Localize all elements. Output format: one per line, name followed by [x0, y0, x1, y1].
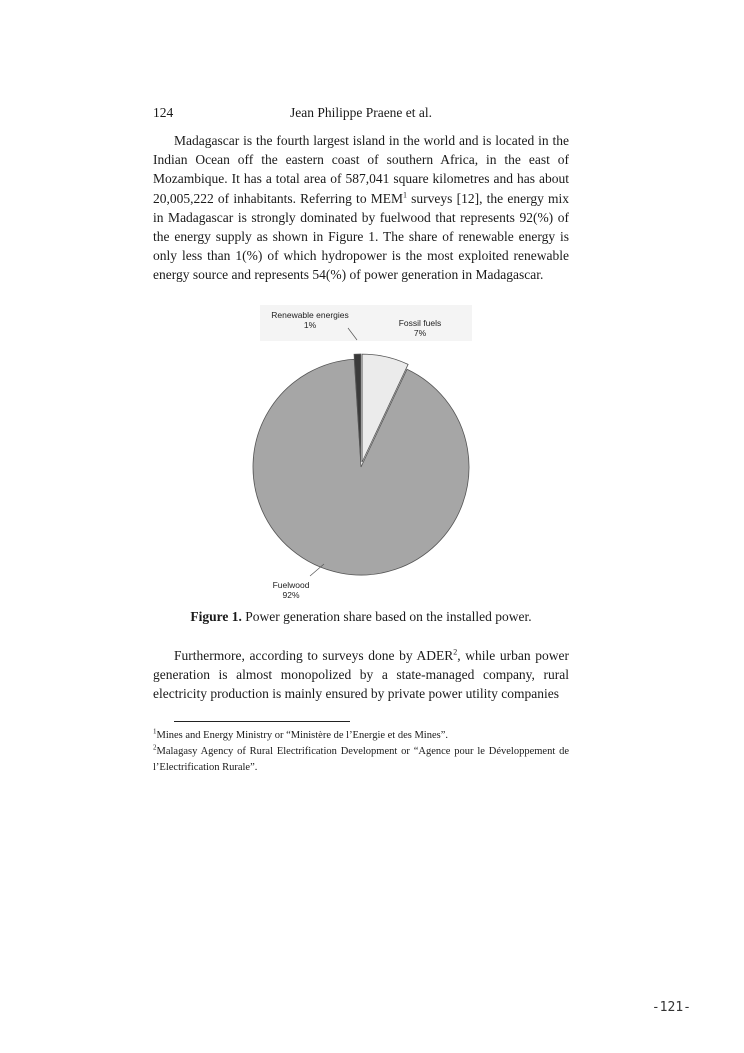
running-header-authors: Jean Philippe Praene et al. — [289, 105, 433, 120]
pie-label-fossil-fuels: Fossil fuels — [398, 318, 442, 328]
footnote-ref: 2 — [453, 647, 458, 657]
page-folio: -121- — [651, 1000, 691, 1015]
pie-label-fuelwood: Fuelwood — [272, 580, 310, 590]
footnote-2 — [153, 744, 569, 776]
caption-text: Power generation share based on the installed power. — [241, 609, 532, 624]
caption-label: Figure 1. — [190, 609, 242, 624]
body-paragraph-2 — [153, 646, 569, 704]
footnote-text: Malagasy Agency of Rural Electrification Development or “Agence pour le Développement de l’Electrification Rurale”. — [153, 746, 569, 773]
pie-chart — [240, 302, 490, 602]
pie-label-renewable-energies: Renewable energies — [271, 310, 349, 320]
figure-caption — [153, 608, 569, 626]
footnote-marker: 2 — [153, 743, 157, 752]
pie-value-renewable-energies: 1% — [303, 320, 317, 330]
footnote-rule — [174, 721, 350, 722]
paragraph-text: Madagascar is the fourth largest island in the world and is located in the Indian Ocean off the eastern coast of southern Africa, in the east of Mozambique. It has a total area of 587,041 square kilometres and has about 20,005,222 of inhabitants. Referring to MEM — [153, 133, 569, 206]
paragraph-text: , while urban power generation is almost monopolized by a state-managed company, rural electricity production is mainly ensured by private power utility companies — [153, 648, 569, 702]
paragraph-text: surveys [12], the energy mix in Madagascar is strongly dominated by fuelwood that represents 92(%) of the energy supply as shown in Figure 1. The share of renewable energy is only less than 1(%) of which hydropower is the most exploited renewable energy source and represents 54(%) of power generation in Madagascar. — [153, 190, 569, 283]
page-number: 124 — [153, 105, 174, 120]
pie-value-fuelwood: 92% — [282, 590, 300, 600]
paragraph-text: Furthermore, according to surveys done by ADER — [174, 648, 454, 663]
footnote-1 — [153, 728, 569, 744]
running-header — [153, 103, 569, 123]
body-paragraph-1 — [153, 131, 569, 285]
footnote-marker: 1 — [153, 727, 157, 736]
pie-value-fossil-fuels: 7% — [413, 328, 427, 338]
footnote-text: Mines and Energy Ministry or “Ministère de l’Energie et des Mines”. — [156, 730, 449, 741]
pie-chart-figure — [240, 302, 490, 602]
footnote-ref: 1 — [403, 190, 407, 200]
